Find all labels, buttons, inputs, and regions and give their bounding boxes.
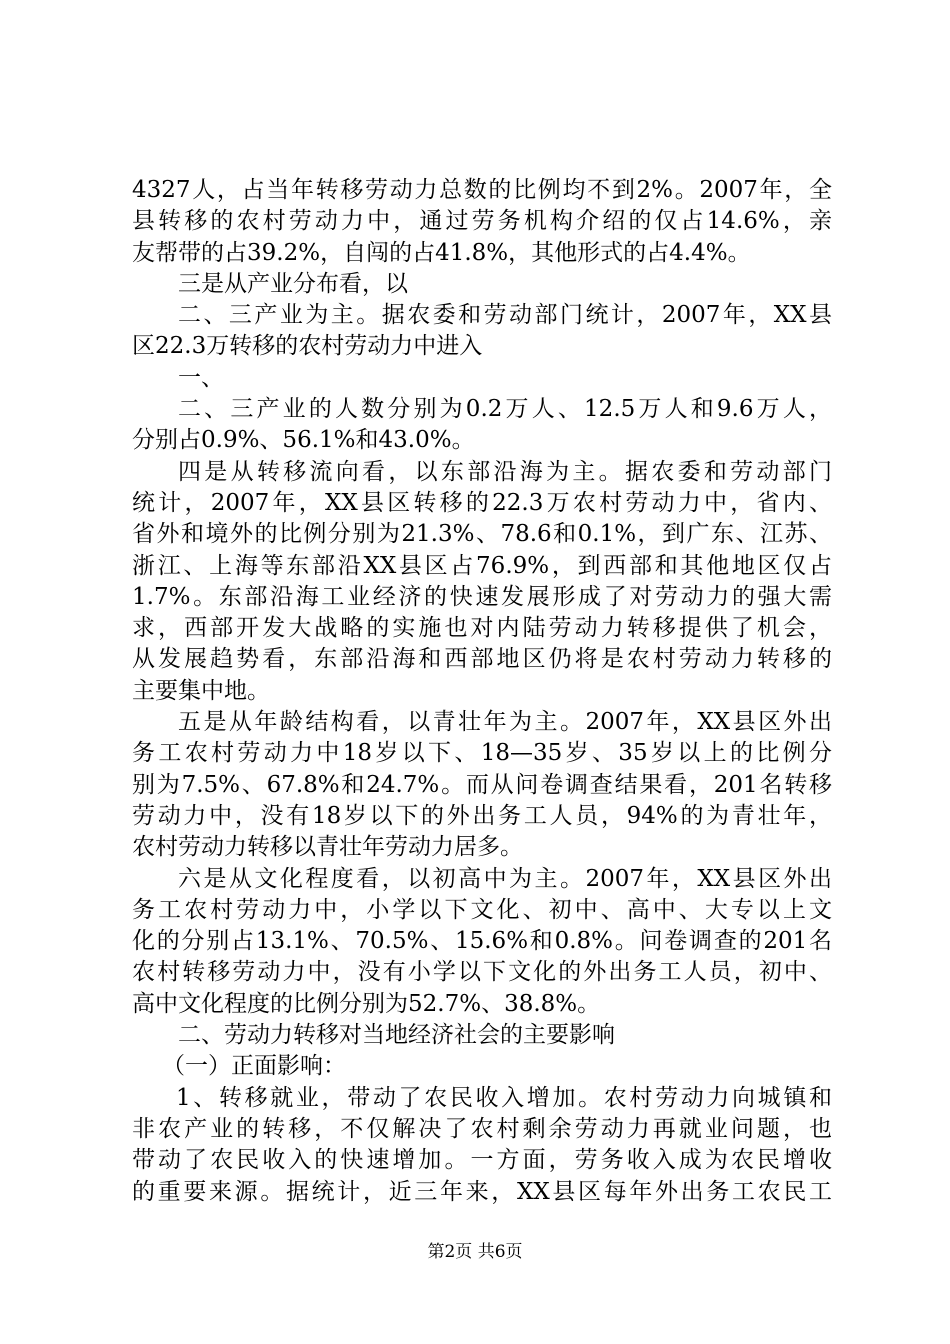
text-line: 化的分别占13.1%、70.5%、15.6%和0.8%。问卷调查的201名 (132, 928, 832, 955)
text-line: 别为7.5%、67.8%和24.7%。而从问卷调查结果看，201名转移 (132, 771, 832, 798)
text-line: 二、三产业为主。据农委和劳动部门统计，2007年，XX县 (178, 302, 832, 329)
text-line: 区22.3万转移的农村劳动力中进入 (132, 333, 483, 360)
text-line: 二、劳动力转移对当地经济社会的主要影响 (178, 1022, 615, 1049)
text-line: 友帮带的占39.2%，自闯的占41.8%，其他形式的占4.4%。 (132, 239, 751, 266)
text-line: 的重要来源。据统计，近三年来，XX县区每年外出务工农民工 (132, 1178, 832, 1205)
text-line: 非农产业的转移，不仅解决了农村剩余劳动力再就业问题，也 (132, 1115, 832, 1142)
text-line: 主要集中地。 (132, 677, 270, 704)
text-line: 农村转移劳动力中，没有小学以下文化的外出务工人员，初中、 (132, 959, 832, 986)
text-line: 高中文化程度的比例分别为52.7%、38.8%。 (132, 990, 601, 1017)
text-line: 五是从年龄结构看，以青壮年为主。2007年，XX县区外出 (178, 709, 832, 736)
text-line: 务工农村劳动力中，小学以下文化、初中、高中、大专以上文 (132, 896, 832, 923)
text-line: 1、转移就业，带动了农民收入增加。农村劳动力向城镇和 (176, 1084, 832, 1111)
text-line: 二、三产业的人数分别为0.2万人、12.5万人和9.6万人， (178, 396, 832, 423)
text-line: 统计，2007年，XX县区转移的22.3万农村劳动力中，省内、 (132, 489, 832, 516)
text-line: 省外和境外的比例分别为21.3%、78.6和0.1%，到广东、江苏、 (132, 521, 832, 548)
text-line: 劳动力中，没有18岁以下的外出务工人员，94%的为青壮年， (132, 802, 832, 829)
text-line: （一）正面影响： (162, 1053, 346, 1080)
text-line: 带动了农民收入的快速增加。一方面，劳务收入成为农民增收 (132, 1147, 832, 1174)
text-line: 从发展趋势看，东部沿海和西部地区仍将是农村劳动力转移的 (132, 646, 832, 673)
text-line: 四是从转移流向看，以东部沿海为主。据农委和劳动部门 (178, 458, 832, 485)
text-line: 1.7%。东部沿海工业经济的快速发展形成了对劳动力的强大需 (132, 583, 832, 610)
page-footer: 第2页 共6页 (427, 1242, 523, 1262)
text-line: 三是从产业分布看，以 (178, 270, 408, 297)
text-line: 分别占0.9%、56.1%和43.0%。 (132, 427, 475, 454)
text-line: 县转移的农村劳动力中，通过劳务机构介绍的仅占14.6%，亲 (132, 208, 832, 235)
text-line: 一、 (178, 364, 224, 391)
document-body (132, 175, 832, 1208)
text-line: 浙江、上海等东部沿XX县区占76.9%，到西部和其他地区仅占 (132, 552, 832, 579)
text-line: 务工农村劳动力中18岁以下、18—35岁、35岁以上的比例分 (132, 740, 832, 767)
text-line: 六是从文化程度看，以初高中为主。2007年，XX县区外出 (178, 865, 832, 892)
text-line: 4327人，占当年转移劳动力总数的比例均不到2%。2007年，全 (132, 177, 832, 203)
text-line: 农村劳动力转移以青壮年劳动力居多。 (132, 834, 523, 861)
text-line: 求，西部开发大战略的实施也对内陆劳动力转移提供了机会， (132, 615, 832, 642)
